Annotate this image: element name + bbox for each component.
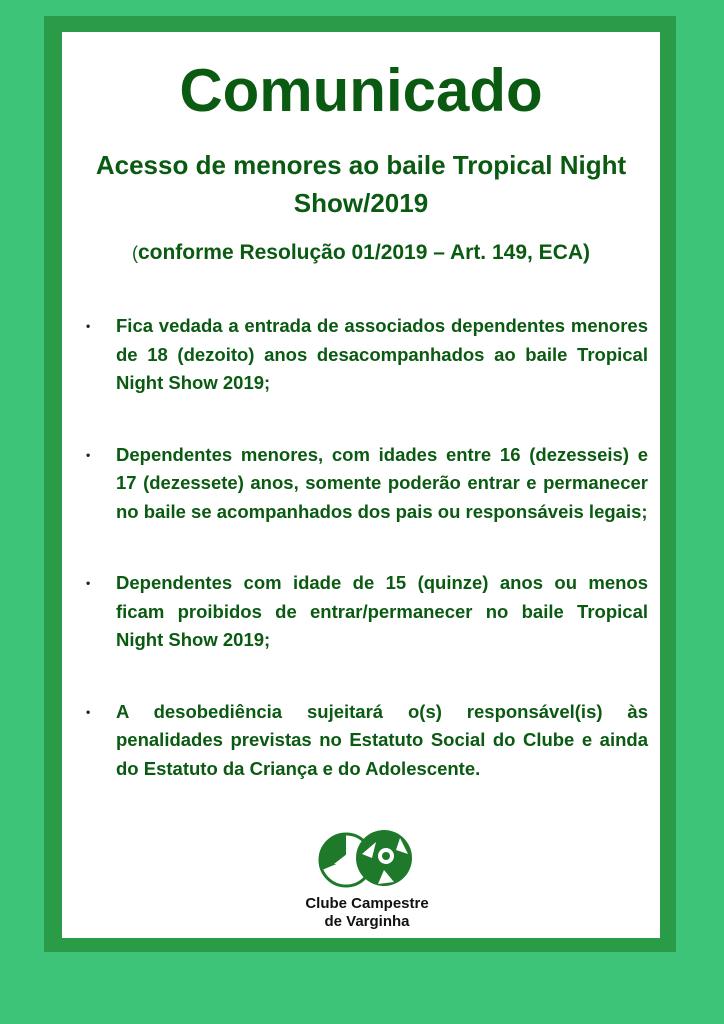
notice-subtitle: Acesso de menores ao baile Tropical Night Show/2019 — [95, 150, 627, 218]
list-item — [80, 312, 648, 398]
rule-text: A desobediência sujeitará o(s) responsável(is) às penalidades previstas no Estatuto Social do Clube e ainda do Estatuto da Criança e do Adolescente. — [116, 700, 648, 779]
list-item — [80, 698, 648, 784]
bullet-icon: • — [86, 447, 91, 462]
rule-text: Dependentes com idade de 15 (quinze) anos ou menos ficam proibidos de entrar/permanecer no baile Tropical Night Show 2019; — [116, 572, 648, 650]
rule-text: Fica vedada a entrada de associados dependentes menores de 18 (dezoito) anos desacompanhados ao baile Tropical Night Show 2019; — [116, 315, 648, 393]
club-name-line2: de Varginha — [324, 913, 410, 930]
reference-text: conforme Resolução 01/2019 – Art. 149, ECA) — [137, 241, 591, 264]
club-name — [262, 895, 472, 931]
list-item — [80, 441, 648, 527]
club-emblem-icon — [318, 824, 416, 896]
reference-open-paren: ( — [131, 243, 138, 263]
bullet-icon: • — [86, 576, 91, 590]
rules-list — [80, 312, 648, 783]
bullet-icon: • — [86, 704, 91, 719]
bullet-icon: • — [86, 319, 91, 333]
legal-reference — [62, 238, 660, 268]
list-item — [80, 569, 648, 655]
notice-sheet — [62, 32, 660, 938]
club-name-line1: Clube Campestre — [305, 895, 429, 912]
page-title: Comunicado — [179, 57, 543, 124]
rule-text: Dependentes menores, com idades entre 16 (dezesseis) e 17 (dezessete) anos, somente poderão entrar e permanecer no baile se acompanhados dos pais ou responsáveis legais; — [116, 443, 648, 522]
